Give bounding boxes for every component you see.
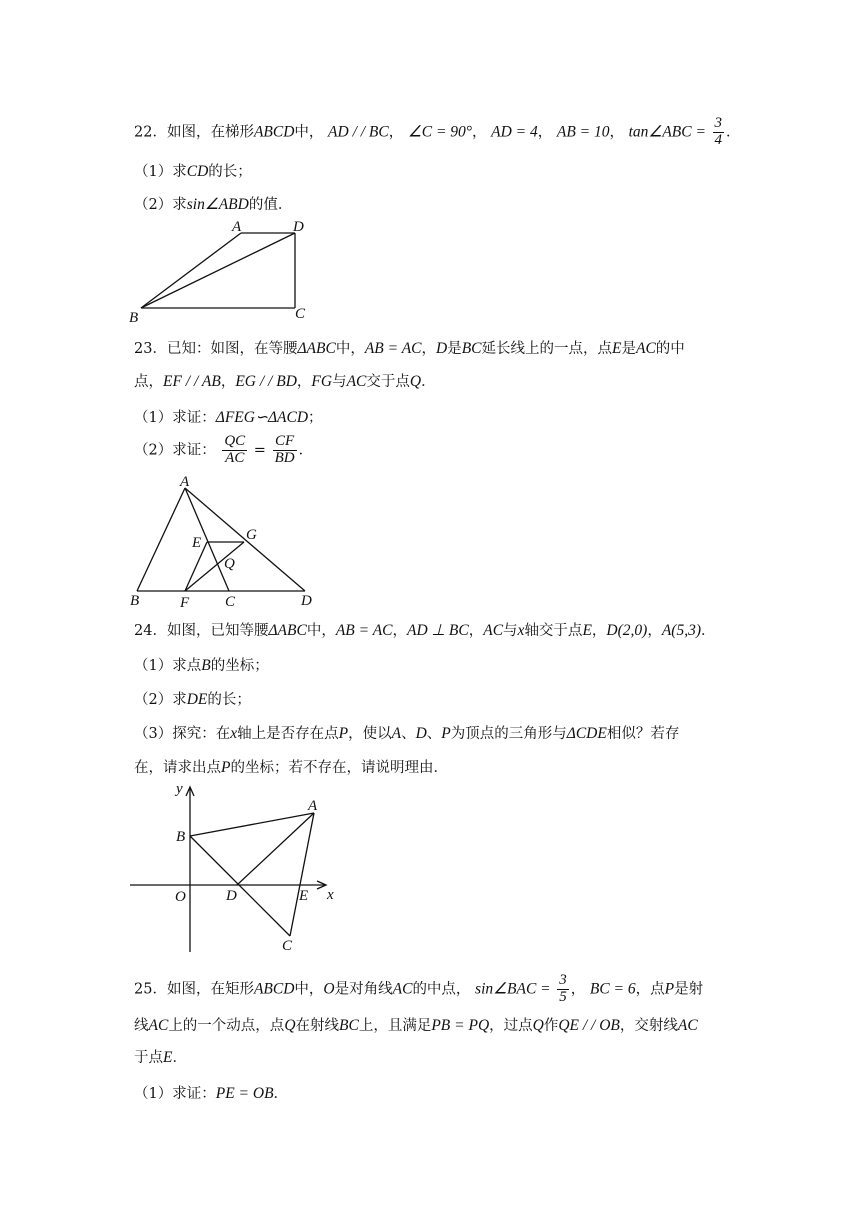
q25-sin-fraction: $\frac{3}{5}$ [559,972,567,1005]
q25-part1: （1）求证：PE = OB． [134,1085,289,1102]
q23-triangle-figure [125,472,325,607]
q23-label-B: B [130,593,140,607]
q24-part3-line1: （3）探究：在x轴上是否存在点P，使以A、D、P为顶点的三角形与ΔCDE相似？若存 [134,725,680,742]
q23-part1: （1）求证：ΔFEG∽ΔACD； [134,409,323,426]
q22-trapezoid-figure [125,216,325,326]
q22-label-A: A [232,219,242,235]
q23-stem-line1: 23．已知：如图，在等腰ΔABC中，AB = AC，D是BC延长线上的一点，点E是AC的中 [134,340,685,357]
q24-label-A: A [308,798,318,814]
q22-part1: （1）求CD的长； [134,163,252,180]
q22-label-C: C [295,306,306,322]
q24-label-C: C [282,938,293,954]
q23-label-F: F [180,595,190,607]
q24-part1: （1）求点B的坐标； [134,657,269,674]
q24-label-B: B [176,829,186,845]
q24-label-D: D [226,888,237,904]
q23-label-C: C [225,594,236,607]
q24-label-y: y [176,781,183,797]
q24-seg-BC [190,836,290,936]
q23-label-Q: Q [224,556,235,572]
q25-stem-line3: 于点E． [134,1049,187,1066]
q22-label-B: B [129,310,139,326]
q23-seg-AB [137,488,185,591]
q23-stem-line2: 点，EF / / AB，EG / / BD，FG与AC交于点Q． [134,373,436,390]
q22-stem: 22．如图，在梯形ABCD中， AD / / BC， ∠C = 90°， AD = 4， AB = 10， tan∠ABC = $\frac{3}{4}$ ． [134,115,741,148]
q24-stem: 24．如图，已知等腰ΔABC中，AB = AC，AD ⊥ BC，AC与x轴交于点E，D(2,0)，A(5,3)． [134,622,716,639]
q23-fraction-cf-bd: $\frac{CF}{BD}$ [274,433,295,466]
q24-part3-line2: 在，请求出点P的坐标；若不存在，请说明理由． [134,759,448,776]
q24-coordinate-figure [125,780,355,960]
q24-label-x: x [327,887,334,903]
q23-label-A: A [180,474,190,490]
q22-label-D: D [293,219,304,235]
q23-fraction-qc-ac: $\frac{QC}{AC}$ [224,433,246,466]
q25-stem-line2: 线AC上的一个动点，点Q在射线BC上，且满足PB = PQ，过点Q作QE / / OB，交射线AC [134,1017,698,1034]
q25-stem-line1: 25．如图，在矩形ABCD中，O是对角线AC的中点， sin∠BAC = $\frac{3}{5}$ ， BC = 6，点P是射 [134,972,704,1005]
q24-label-O: O [175,889,186,905]
q22-part2: （2）求sin∠ABD的值． [134,196,293,213]
q23-label-G: G [246,527,257,543]
q22-tan-fraction: $\frac{3}{4}$ [714,115,723,148]
q24-seg-BA [190,813,314,836]
q24-part2: （2）求DE的长； [134,691,251,708]
q24-label-E: E [299,888,309,904]
q22-seg-AB [141,233,241,308]
q22-seg-BD [141,233,295,308]
q23-label-E: E [192,535,202,551]
q23-label-D: D [301,593,312,607]
q23-part2: （2）求证： $\frac{QC}{AC}$ = $\frac{CF}{BD}$ ． [134,433,314,466]
